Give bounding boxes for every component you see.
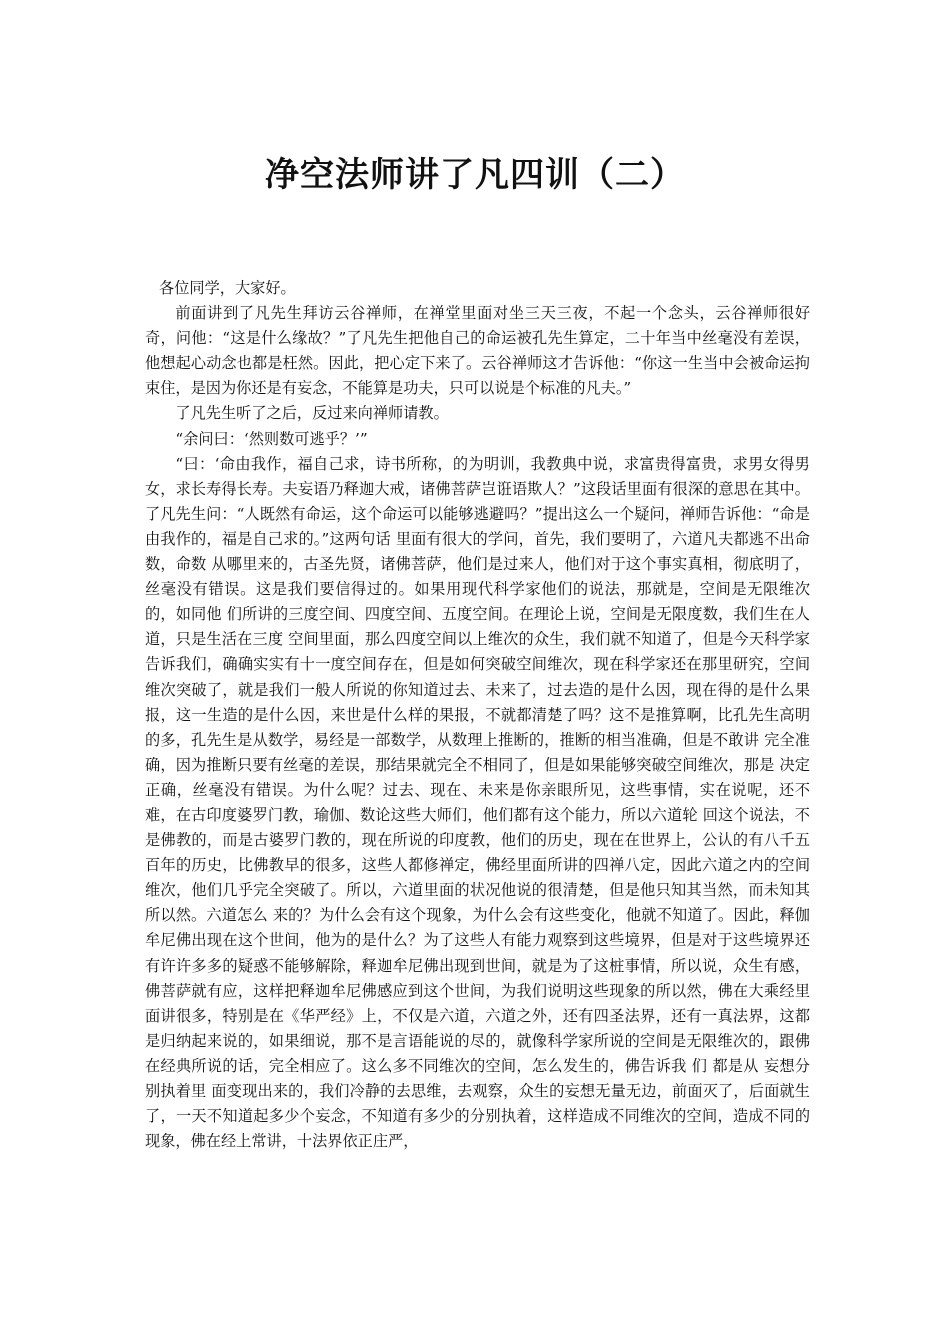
greeting-paragraph: 各位同学，大家好。 (159, 279, 296, 297)
paragraph-main-teaching: “曰：‘命由我作，福自己求，诗书所称，的为明训，我教典中说，求富贵得富贵，求男女得男女，求长寿得长寿。夫妄语乃释迦大戒，诸佛菩萨岂诳语欺人？”这段话里面有很深的意思在其中。了凡先生问：“人既然有命运，这个命运可以能够逃避吗？”提出这么一个疑问，禅师告诉他：“命是由我作的，福是自己求的。”这两句话 里面有很大的学问，首先，我们要明了，六道凡夫都逃不出命数，命数 从哪里来的，古圣先贤，诸佛菩萨，他们是过来人，他们对于这个事实真相，彻底明了，丝毫没有错误。这是我们要信得过的。如果用现代科学家他们的说法，那就是，空间是无限维次的，如同他 们所讲的三度空间、四度空间、五度空间。在理论上说，空间是无限度数，我们生在人道，只是生活在三度 空间里面，那么四度空间以上维次的众生，我们就不知道了，但是今天科学家告诉我们，确确实实有十一度空间存在，但是如何突破空间维次，现在科学家还在那里研究，空间维次突破了，就是我们一般人所说的你知道过去、未来了，过去造的是什么因，现在得的是什么果报，这一生造的是什么因，来世是什么样的果报，不就都清楚了吗？这不是推算啊，比孔先生高明的多，孔先生是从数学，易经是一部数学，从数理上推断的，推断的相当准确，但是不敢讲 完全准确，因为推断只要有丝毫的差误，那结果就完全不相同了，但是如果能够突破空间维次，那是 决定正确，丝毫没有错误。为什么呢？过去、现在、未来是你亲眼所见，这些事情，实在说呢，还不难，在古印度婆罗门教，瑜伽、数论这些大师们，他们都有这个能力，所以六道轮 回这个说法，不是佛教的，而是古婆罗门教的，现在所说的印度教，他们的历史，现在在世界上，公认的有八千五百年的历史，比佛教早的很多，这些人都修禅定，佛经里面所讲的四禅八定，因此六道之内的空间维次，他们几乎完全突破了。所以，六道里面的状况他说的很清楚，但是他只知其当然，而未知其所以然。六道怎么 来的？为什么会有这个现象，为什么会有这些变化，他就不知道了。因此，释伽牟尼佛出现在这个世间，他为的是什么？为了这些人有能力观察到这些境界，但是对于这些境界还有许许多多的疑惑不能够解除，释迦牟尼佛出现到世间，就是为了这桩事情，所以说，众生有感，佛菩萨就有应，这样把释迦牟尼佛感应到这个世间，为我们说明这些现象的所以然，佛在大乘经里面讲很多，特别是在《华严经》上，不仅是六道，六道之外，还有四圣法界，还有一真法界，这都是归纳起来说的，如果细说，那不是言语能说的尽的，就像科学家所说的空间是无限维次的，跟佛在经典所说的话，完全相应了。这么多不同维次的空间，怎么发生的，佛告诉我 们 都是从 妄想分别执着里 面变现出来的，我们冷静的去思维，去观察，众生的妄想无量无边，前面灭了，后面就生了，一天不知道起多少个妄念，不知道有多少的分别执着，这样造成不同维次的空间，造成不同的现象，佛在经上常讲，十法界依正庄严， (145, 454, 810, 1151)
document-body (145, 276, 810, 1154)
document-title: 净空法师讲了凡四训（二） (265, 155, 685, 195)
paragraph-liaofan-asks: 了凡先生听了之后，反过来向禅师请教。 (175, 404, 449, 423)
paragraph-yungu-visit: 前面讲到了凡先生拜访云谷禅师，在禅堂里面对坐三天三夜，不起一个念头，云谷禅师很好奇，问他：“这是什么缘故？”了凡先生把他自己的命运被孔先生算定，二十年当中丝毫没有差误，他想起心动念也都是枉然。因此，把心定下来了。云谷禅师这才告诉他：“你这一生当中会被命运拘束住，是因为你还是有妄念，不能算是功夫，只可以说是个标准的凡夫。” (145, 304, 810, 398)
paragraph-quote-question: “余问曰：‘然则数可逃乎？’” (175, 429, 368, 448)
